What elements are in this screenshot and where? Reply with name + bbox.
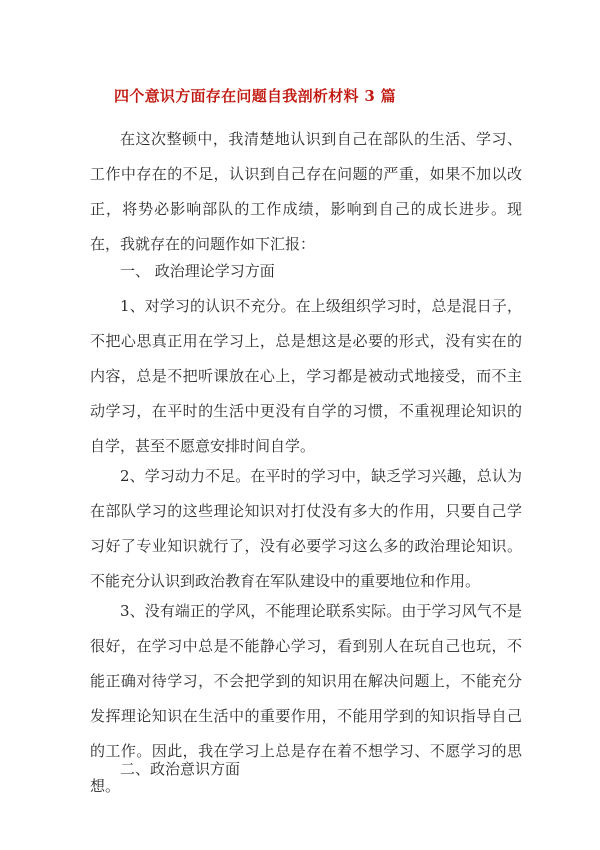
- section-heading-political-theory: 一、 政治理论学习方面: [120, 262, 275, 280]
- document-title: 四个意识方面存在问题自我剖析材料 3 篇: [114, 87, 396, 105]
- intro-paragraph: 在这次整顿中，我清楚地认识到自己在部队的生活、学习、工作中存在的不足，认识到自己存在问题的严重，如果不加以改正，将势必影响部队的工作成绩，影响到自己的成长进步。现在，我就存在的问题作如下汇报：: [90, 130, 522, 253]
- paragraph-item-1: 1、对学习的认识不充分。在上级组织学习时，总是混日子，不把心思真正用在学习上，总是想这是必要的形式，没有实在的内容，总是不把听课放在心上，学习都是被动式地接受，而不主动学习，在平时的生活中更没有自学的习惯，不重视理论知识的自学，甚至不愿意安排时间自学。: [90, 297, 522, 455]
- paragraph-item-3: 3、没有端正的学风，不能理论联系实际。由于学习风气不是很好，在学习中总是不能静心学习，看到别人在玩自己也玩，不能正确对待学习，不会把学到的知识用在解决问题上，不能充分发挥理论知识在生活中的重要作用，不能用学到的知识指导自己的工作。因此，我在学习上总是存在着不想学习、不愿学习的思想。: [90, 602, 522, 795]
- section-heading-political-awareness: 二、政治意识方面: [120, 760, 241, 778]
- paragraph-item-2: 2、学习动力不足。在平时的学习中，缺乏学习兴趣，总认为在部队学习的这些理论知识对打仗没有多大的作用，只要自己学习好了专业知识就行了，没有必要学习这么多的政治理论知识。不能充分认识到政治教育在军队建设中的重要地位和作用。: [90, 467, 522, 590]
